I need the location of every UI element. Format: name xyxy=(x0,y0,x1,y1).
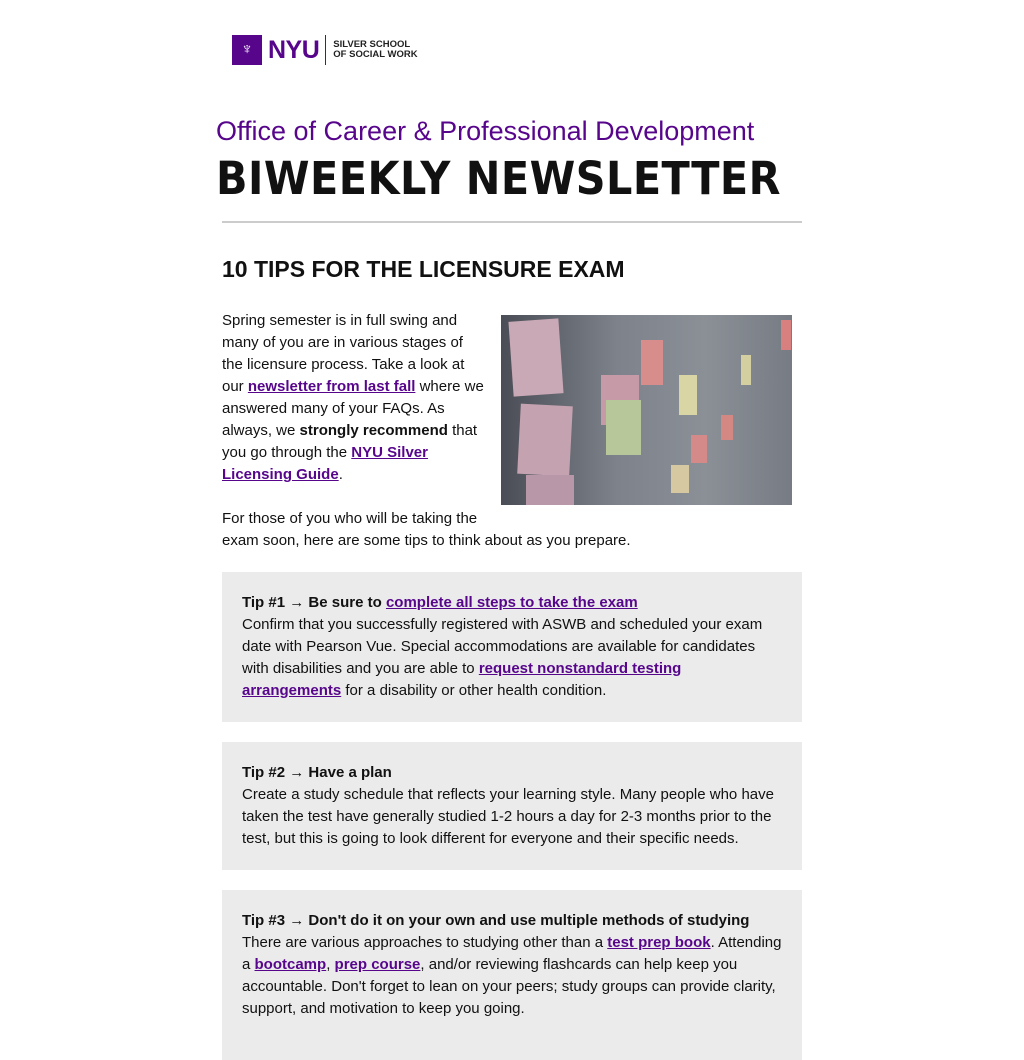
logo-school-name xyxy=(333,40,417,60)
tip-body: , and/or reviewing flashcards can help keep you accountable. Don't forget to lean on your peers; study groups can provide clarity, support, and motivation to keep you going. xyxy=(242,956,776,1017)
tip-label: Tip #1 xyxy=(242,594,286,611)
intro-section xyxy=(222,310,802,552)
logo-wordmark: NYU xyxy=(268,35,320,64)
tip-label: Tip #3 xyxy=(242,912,286,929)
text: . xyxy=(338,466,343,483)
tip-body: There are various approaches to studying other than a xyxy=(242,934,608,951)
bootcamp-link[interactable]: bootcamp xyxy=(254,956,327,973)
article-heading: 10 TIPS FOR THE LICENSURE EXAM xyxy=(222,256,625,282)
torch-icon: ♆ xyxy=(232,35,262,65)
nonstandard-testing-link[interactable]: request nonstandard testing arrangements xyxy=(242,660,682,699)
tip-title: Be sure to xyxy=(308,594,386,611)
complete-steps-link[interactable]: complete all steps to take the exam xyxy=(385,594,638,611)
tip-body: Create a study schedule that reflects your learning style. Many people who have taken the test have generally studied 1-2 hours a day for 2-3 months prior to the test, but this is going to look different for everyone and their specific needs. xyxy=(242,786,774,847)
tip-card-3 xyxy=(222,890,802,1060)
divider xyxy=(222,221,802,223)
school-line1: SILVER SCHOOL xyxy=(333,39,411,50)
text: Spring semester is in full swing and many of you are in various stages of the licensure process. Take a look at our xyxy=(222,312,465,395)
sticky-notes-photo xyxy=(501,315,792,505)
intro-paragraph-2: For those of you who will be taking the exam soon, here are some tips to think about as you prepare. xyxy=(222,510,631,549)
arrow-icon: → xyxy=(289,594,305,611)
text: where we answered many of your FAQs. As always, we xyxy=(222,378,484,439)
tip-card-2 xyxy=(222,742,802,870)
emphasis: strongly recommend xyxy=(299,422,448,439)
tip-card-1 xyxy=(222,572,802,722)
prep-course-link[interactable]: prep course xyxy=(334,956,421,973)
licensing-guide-link[interactable]: NYU Silver Licensing Guide xyxy=(222,444,428,483)
tip-title: Have a plan xyxy=(308,764,392,781)
nyu-silver-logo xyxy=(232,35,418,65)
tip-body: Confirm that you successfully registered with ASWB and scheduled your exam date with Pearson Vue. Special accommodations are available for candidates with disabilities and you are able to xyxy=(242,616,763,677)
arrow-icon: → xyxy=(289,912,305,929)
tip-title: Don't do it on your own and use multiple methods of studying xyxy=(308,912,750,929)
newsletter-title: BIWEEKLY NEWSLETTER xyxy=(216,152,781,205)
logo-divider xyxy=(325,35,326,65)
test-prep-book-link[interactable]: test prep book xyxy=(607,934,711,951)
newsletter-last-fall-link[interactable]: newsletter from last fall xyxy=(247,378,416,395)
text: that you go through the xyxy=(222,422,478,461)
arrow-icon: → xyxy=(289,764,305,781)
tip-label: Tip #2 xyxy=(242,764,286,781)
tip-body: for a disability or other health condition. xyxy=(341,682,607,699)
tip-body: . Attending a xyxy=(242,934,782,973)
office-title: Office of Career & Professional Development xyxy=(216,116,755,146)
tip-body: , xyxy=(326,956,335,973)
school-line2: OF SOCIAL WORK xyxy=(333,49,418,60)
